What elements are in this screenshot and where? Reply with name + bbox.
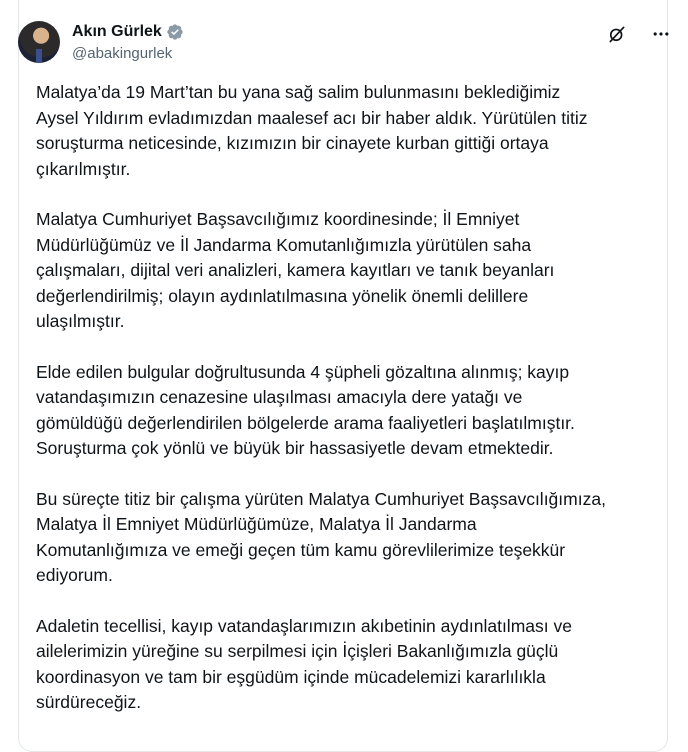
header-actions xyxy=(606,23,672,45)
post-paragraph: Bu süreçte titiz bir çalışma yürüten Malatya Cumhuriyet Başsavcılığımıza, Malatya İl Emniyet Müdürlüğümüze, Malatya İl Jandarma Komutanlığımıza ve emeği geçen tüm kamu görevlilerimize teşekkür ediyorum. xyxy=(36,488,606,585)
grok-icon xyxy=(607,24,627,44)
author-handle[interactable]: @abakingurlek xyxy=(72,45,173,62)
post-paragraph: Elde edilen bulgular doğrultusunda 4 şüpheli gözaltına alınmış; kayıp vatandaşımızın cenazesine ulaşılması amacıyla dere yatağı ve gömüldüğü değerlendirilen bölgelerde arama faaliyetleri başlatılmıştır. Soruşturma çok yönlü ve büyük bir hassasiyetle devam etmektedir. xyxy=(36,361,575,458)
verified-badge-icon xyxy=(166,23,184,41)
post-paragraph: Malatya Cumhuriyet Başsavcılığımız koordinesinde; İl Emniyet Müdürlüğümüz ve İl Jandarma Komutanlığımızla yürütülen saha çalışmaları, dijital veri analizleri, kamera kayıtları ve tanık beyanları değerlendirilmiş; olayın aydınlatılmasına yönelik önemli delillere ulaşılmıştır. xyxy=(36,209,555,331)
author-display-name-row[interactable] xyxy=(72,21,184,43)
post-paragraph: Adaletin tecellisi, kayıp vatandaşlarımızın akıbetinin aydınlatılması ve ailelerimizin yüreğine su serpilmesi için İçişleri Bakanlığımızla güçlü koordinasyon ve tam bir eşgüdüm içinde mücadelemizi kararlılıkla sürdüreceğiz. xyxy=(36,615,572,712)
more-icon xyxy=(651,24,671,44)
post-text xyxy=(36,80,656,741)
grok-button[interactable] xyxy=(606,23,628,45)
avatar[interactable] xyxy=(18,21,60,63)
author-display-name[interactable]: Akın Gürlek xyxy=(72,23,162,40)
more-options-button[interactable] xyxy=(650,23,672,45)
post-paragraph: Malatya’da 19 Mart’tan bu yana sağ salim bulunmasını beklediğimiz Aysel Yıldırım evladımızdan maalesef acı bir haber aldık. Yürütülen titiz soruşturma neticesinde, kızımızın bir cinayete kurban gittiği ortaya çıkarılmıştır. xyxy=(36,82,588,179)
author-block xyxy=(72,21,184,64)
post-header xyxy=(18,21,672,69)
